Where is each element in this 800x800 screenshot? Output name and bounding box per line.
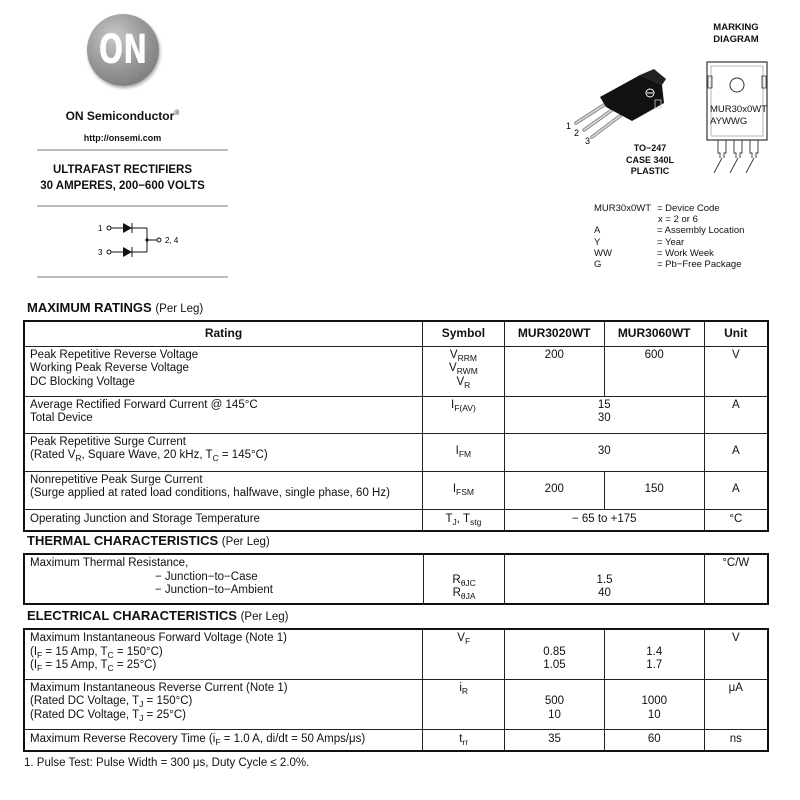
- thermal-heading: [27, 533, 270, 548]
- rating-line: Nonrepetitive Peak Surge Current: [30, 473, 203, 486]
- rating-line: DC Blocking Voltage: [30, 375, 135, 388]
- header-unit: Unit: [704, 321, 768, 346]
- logo-text: ON: [98, 27, 148, 73]
- table-row: [24, 729, 768, 751]
- pin-3-label: 3: [98, 248, 103, 257]
- rating-cell: [24, 554, 423, 604]
- legend-key: Y: [594, 236, 601, 248]
- legend-value: = Device Code: [657, 203, 720, 214]
- symbol-cell: $R_{\theta JC}$ $R_{\theta JA}$: [423, 554, 505, 604]
- symbol-cell: $T_J$, $T_{stg}$: [422, 509, 504, 531]
- symbol: V: [449, 362, 457, 375]
- footnote: 1. Pulse Test: Pulse Width = 300 μs, Duty Cycle ≤ 2.0%.: [24, 757, 310, 769]
- rating-line: (Rated $V_R$, Square Wave, 20 kHz, $T_C = 145^\circ C$): [30, 449, 268, 464]
- marking-title-line1: MARKING: [713, 22, 759, 33]
- website-link[interactable]: http://onsemi.com: [83, 133, 162, 143]
- diode-2-icon: [123, 247, 132, 257]
- value-mur3060wt: 600: [604, 346, 704, 396]
- common-pin-label: 2, 4: [165, 236, 179, 245]
- symbol-sub: R: [464, 379, 471, 390]
- rating-line: (Surge applied at rated load conditions, halfwave, single phase, 60 Hz): [30, 487, 390, 500]
- table-row: [24, 433, 768, 471]
- value: 1.5: [596, 573, 613, 586]
- rating-cell: Maximum Reverse Recovery Time ($i_F = 1.0$ A, di/dt = 50 Amps/μs): [24, 729, 423, 751]
- marking-diagram-title: [700, 22, 772, 46]
- package-pin-1: 1: [566, 121, 572, 131]
- unit-cell: V: [704, 629, 768, 679]
- unit-cell: A: [704, 433, 768, 471]
- legend-value: = Work Week: [657, 247, 714, 259]
- section-suffix: (Per Leg): [221, 536, 270, 548]
- circuit-schematic: [95, 218, 185, 262]
- value-mur3060wt: 1.4 1.7: [604, 629, 704, 679]
- symbol-cell: [422, 396, 504, 433]
- brand-name: [40, 109, 205, 123]
- symbol: V: [449, 348, 458, 361]
- package-label-line1: TO−247: [633, 143, 667, 153]
- symbol-cell: [422, 471, 504, 509]
- section-suffix: (Per Leg): [155, 303, 204, 315]
- max-ratings-table: [23, 320, 769, 532]
- max-ratings-heading: [27, 300, 203, 315]
- legend-value: = Pb−Free Package: [657, 259, 742, 271]
- unit-cell: ns: [704, 729, 768, 751]
- rating-line: Working Peak Reverse Voltage: [30, 362, 189, 375]
- rating-line: Maximum Thermal Resistance,: [30, 557, 189, 569]
- table-row: [24, 679, 768, 729]
- rating-cell: Maximum Instantaneous Forward Voltage (Note 1) ($I_F = 15$ Amp, $T_C = 150^\circ C$) ($I_F = 15$ Amp, $T_C = 25^\circ C$): [24, 629, 423, 679]
- marking-code-line1: MUR30x0WT: [710, 104, 768, 115]
- symbol: I: [455, 445, 459, 458]
- on-semiconductor-logo: [87, 14, 159, 86]
- section-title: ELECTRICAL CHARACTERISTICS: [27, 608, 237, 623]
- header-rating: Rating: [24, 321, 422, 346]
- header-mur3020wt: MUR3020WT: [504, 321, 604, 346]
- legend-value: x = 2 or 6: [658, 214, 698, 226]
- package-pin-2: 2: [574, 128, 580, 138]
- diode-1-icon: [123, 223, 132, 233]
- divider: [37, 276, 228, 278]
- legend-row: [594, 203, 744, 214]
- rating-cell: Maximum Instantaneous Reverse Current (Note 1) (Rated DC Voltage, $T_J = 150^\circ C$) (Rated DC Voltage, $T_J = 25^\circ C$): [24, 679, 423, 729]
- table-row: [24, 629, 768, 679]
- symbol-cell: $i_R$: [423, 679, 505, 729]
- electrical-heading: [27, 608, 289, 623]
- legend-value: = Year: [657, 236, 685, 248]
- marking-title-line2: DIAGRAM: [713, 34, 759, 45]
- pin-1-label: 1: [98, 224, 103, 233]
- symbol-sub: RWM: [456, 366, 478, 377]
- symbol: I: [452, 483, 457, 496]
- table-row: [24, 471, 768, 509]
- value-mur3020wt: 500 10: [505, 679, 605, 729]
- rating-cell: [24, 396, 422, 433]
- product-title-line1: ULTRAFAST RECTIFIERS: [52, 164, 193, 176]
- value: 40: [598, 587, 611, 600]
- marking-legend: [594, 203, 744, 270]
- divider: [37, 205, 228, 207]
- registered-mark: ®: [174, 110, 180, 117]
- value-mur3060wt: 150: [604, 471, 704, 509]
- table-row: [24, 396, 768, 433]
- brand-text: ON Semiconductor: [65, 109, 175, 123]
- table-row: [24, 346, 768, 396]
- marking-code-line2: AYWWG: [710, 115, 748, 127]
- symbol-sub: FM: [458, 449, 472, 460]
- section-title: MAXIMUM RATINGS: [27, 300, 152, 315]
- legend-key: MUR30x0WT: [594, 203, 652, 214]
- legend-row: [594, 237, 744, 248]
- section-suffix: (Per Leg): [240, 611, 289, 623]
- rating-cell: Operating Junction and Storage Temperature: [24, 509, 422, 531]
- symbol-cell: [422, 433, 504, 471]
- package-label-line2: CASE 340L: [625, 154, 675, 165]
- thermal-table: [23, 553, 769, 605]
- product-title: [25, 162, 220, 194]
- legend-row: [594, 225, 744, 236]
- symbol-sub: FSM: [456, 487, 474, 498]
- rating-line: Average Rectified Forward Current @ 145°C: [30, 398, 258, 411]
- symbol-cell: $t_{rr}$: [423, 729, 505, 751]
- rating-line: Total Device: [30, 412, 93, 425]
- value-combined: 30: [504, 433, 704, 471]
- value: 15: [597, 398, 611, 411]
- header-symbol: Symbol: [422, 321, 504, 346]
- rating-cell: [24, 433, 422, 471]
- value-combined: [505, 554, 704, 604]
- section-title: THERMAL CHARACTERISTICS: [27, 533, 219, 548]
- legend-key: WW: [594, 247, 612, 259]
- legend-key: [594, 214, 657, 225]
- rating-cell: [24, 471, 422, 509]
- value-combined: − 65 to +175: [504, 509, 704, 531]
- to247-package-image: [560, 65, 670, 150]
- rating-line: − Junction−to−Case: [155, 570, 258, 583]
- value-combined: [504, 396, 704, 433]
- legend-value: = Assembly Location: [657, 225, 745, 237]
- value-mur3020wt: 200: [504, 471, 604, 509]
- symbol-sub: F(AV): [454, 402, 476, 413]
- value-mur3060wt: 60: [604, 729, 704, 751]
- unit-cell: A: [704, 471, 768, 509]
- symbol-cell: [422, 346, 504, 396]
- unit-cell: μA: [704, 679, 768, 729]
- legend-key: G: [594, 259, 602, 271]
- legend-row: [594, 214, 744, 225]
- symbol-cell: $V_F$: [423, 629, 505, 679]
- package-pin-3: 3: [585, 136, 591, 146]
- rating-line: − Junction−to−Ambient: [155, 584, 273, 597]
- legend-row: [594, 259, 744, 270]
- divider: [37, 149, 228, 151]
- product-title-line2: 30 AMPERES, 200−600 VOLTS: [40, 180, 205, 192]
- value-mur3020wt: 35: [505, 729, 605, 751]
- legend-row: [594, 248, 744, 259]
- legend-key: A: [594, 225, 601, 237]
- table-row: [24, 554, 768, 604]
- symbol-sub: RRM: [457, 352, 477, 363]
- rating-cell: [24, 346, 422, 396]
- unit-cell: A: [704, 396, 768, 433]
- symbol: I: [451, 398, 455, 411]
- electrical-table: [23, 628, 769, 752]
- value-mur3060wt: 1000 10: [604, 679, 704, 729]
- symbol: V: [456, 375, 465, 388]
- header-mur3060wt: MUR3060WT: [604, 321, 704, 346]
- table-row: [24, 509, 768, 531]
- value-mur3020wt: 200: [504, 346, 604, 396]
- value: 30: [597, 412, 611, 425]
- table-header-row: [24, 321, 768, 346]
- package-label: [610, 143, 690, 178]
- rating-line: Peak Repetitive Reverse Voltage: [30, 348, 199, 361]
- package-label-line3: PLASTIC: [630, 166, 670, 176]
- unit-cell: V: [704, 346, 768, 396]
- unit-cell: °C: [704, 509, 768, 531]
- unit-cell: °C/W: [704, 554, 768, 604]
- value-mur3020wt: 0.85 1.05: [505, 629, 605, 679]
- rating-line: Peak Repetitive Surge Current: [30, 435, 186, 448]
- marking-code: [710, 104, 767, 127]
